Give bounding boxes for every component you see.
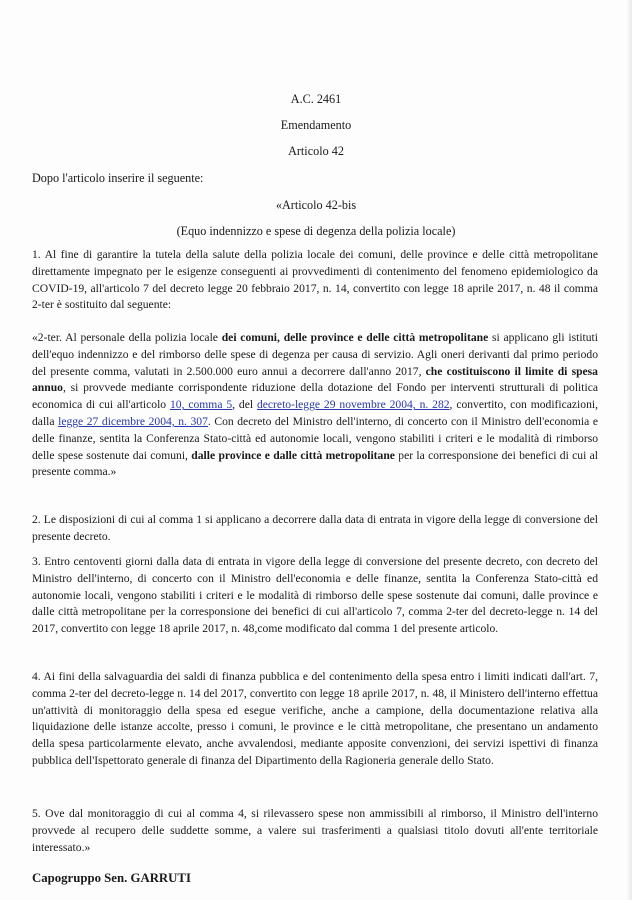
paragraph-4: 4. Ai fini della salvaguardia dei saldi di finanza pubblica e del contenimento della spesa entro i limiti indicati dall'art. 7, comma 2-ter del decreto-legge n. 14 del 2017, convertito con legge 18 aprile 2017, n. 48, il Ministero dell'interno effettua un'attività di monitoraggio della spesa ed esegue verifiche, anche a campione, della documentazione relativa alla liquidazione delle istanze accolte, presso i comuni, le province e le città metropolitane, che presentano un andamento della spesa particolarmente elevato, anche avvalendosi, mediante apposite convenzioni, dei servizi ispettivi di finanza pubblica dell'Ispettorato generale di finanza del Dipartimento della Ragioneria generale dello Stato. (32, 670, 598, 767)
paragraph-comma-2ter (32, 330, 598, 481)
text-segment: per la corresponsione dei benefici di cui al presente comma.» (32, 448, 599, 479)
new-article-title: «Articolo 42-bis (275, 198, 357, 212)
text-segment: si applicano gli istituti dell'equo indennizzo e del rimborso delle spese di degenza per causa di servizio. Agli oneri derivanti dal primo periodo del presente comma, valutati in 2.500.000 euro annui a decorrere dall'anno 2017, (32, 331, 598, 378)
bold-segment: dei comuni, delle province e delle città metropolitane (221, 331, 489, 344)
new-article-subtitle: (Equo indennizzo e spese di degenza della polizia locale) (176, 224, 456, 238)
paragraph-1: 1. Al fine di garantire la tutela della salute della polizia locale dei comuni, delle province e delle città metropolitane direttamente impegnato per le esigenze conseguenti ai provvedimenti di contenimento del fenomeno epidemiologico da COVID-19, all'articolo 7 del decreto legge 20 febbraio 2017, n. 14, convertito con legge 18 aprile 2017, n. 48 il comma 2-ter è sostituito dal seguente: (32, 248, 598, 312)
bold-segment: dalle province e dalle città metropolitane (191, 448, 395, 462)
link-decreto-legge-282[interactable]: decreto-legge 29 novembre 2004, n. 282 (256, 398, 450, 412)
signature: Capogruppo Sen. GARRUTI (32, 871, 191, 885)
text-segment: , del (232, 398, 257, 412)
document-type: Emendamento (280, 118, 352, 132)
text-segment: , convertito, con modificazioni, dalla (32, 398, 598, 428)
document-code: A.C. 2461 (290, 92, 342, 106)
paragraph-5: 5. Ove dal monitoraggio di cui al comma 4, si rilevassero spese non ammissibili al rimborso, il Ministro dell'interno provvede al recupero delle suddette somme, a valere sui trasferimenti a qualsiasi titolo dovuti all'ente territoriale interessato.» (32, 807, 598, 854)
paragraph-2: 2. Le disposizioni di cui al comma 1 si applicano a decorrere dalla data di entrata in vigore della legge di conversione del presente decreto. (32, 513, 598, 543)
text-segment: , si provvede mediante corrispondente riduzione della dotazione del Fondo per interventi strutturali di politica economica di cui all'articolo (32, 381, 598, 412)
link-legge-307[interactable]: legge 27 dicembre 2004, n. 307 (58, 414, 208, 428)
bold-segment: che costituiscono il limite di spesa annuo (32, 364, 598, 395)
text-segment: . Con decreto del Ministro dell'interno, di concerto con il Ministro dell'economia e delle finanze, sentita la Conferenza Stato-città ed autonomie locali, vengono stabiliti i criteri e le modalità di rimborso delle spese sostenute dai comuni, (32, 414, 599, 462)
article-reference: Articolo 42 (288, 144, 344, 158)
link-comma-5[interactable]: 10, comma 5 (169, 398, 233, 412)
page-edge-shadow (626, 0, 632, 900)
intro-text: Dopo l'articolo inserire il seguente: (32, 171, 204, 185)
paragraph-3: 3. Entro centoventi giorni dalla data di entrata in vigore della legge di conversione del presente decreto, con decreto del Ministro dell'interno, di concerto con il Ministro dell'economia e delle finanze, sentita la Conferenza Stato-città ed autonomie locali, vengono stabiliti i criteri e le modalità di rimborso delle spese sostenute dai comuni, dalle province e dalle città metropolitane per la corresponsione dei benefici di cui all'articolo 7, comma 2-ter del decreto-legge n. 14 del 2017, convertito con legge 18 aprile 2017, n. 48,come modificato dal comma 1 del presente articolo. (32, 555, 598, 636)
text-segment: «2-ter. Al personale della polizia locale (32, 331, 222, 344)
